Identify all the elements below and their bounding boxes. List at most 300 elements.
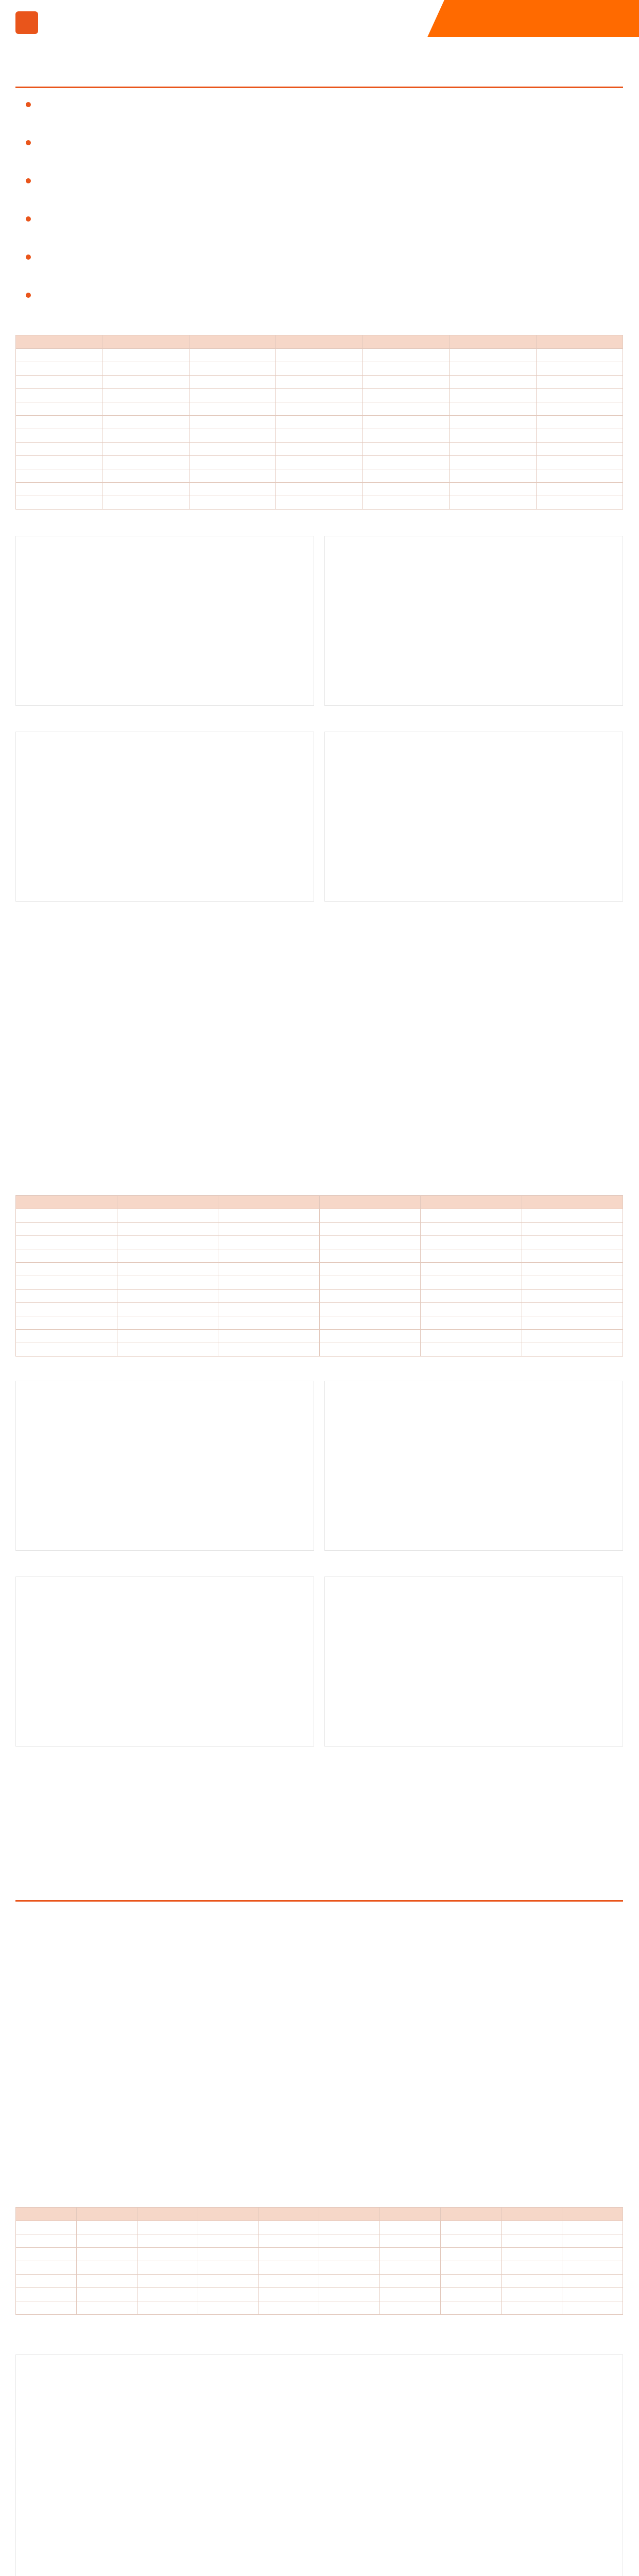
table-cell — [16, 1316, 117, 1330]
table-row — [16, 376, 623, 389]
table-cell — [362, 496, 449, 510]
table-cell — [102, 376, 189, 389]
table-cell — [76, 2234, 137, 2248]
table-cell — [102, 496, 189, 510]
column-header — [441, 2208, 502, 2221]
table-cell — [319, 1343, 421, 1357]
table-cell — [319, 1276, 421, 1290]
table-cell — [16, 402, 102, 416]
column-header — [362, 335, 449, 349]
table-cell — [16, 1236, 117, 1249]
section-number — [15, 1875, 41, 1901]
commentary-paragraph — [15, 1973, 623, 2010]
column-header — [421, 1196, 522, 1209]
table-row — [16, 1249, 623, 1263]
table-cell — [421, 1303, 522, 1316]
table-cell — [16, 1303, 117, 1316]
table-cell — [16, 2288, 77, 2301]
table-cell — [380, 2234, 441, 2248]
bullet-paragraph — [36, 212, 613, 249]
table-cell — [362, 469, 449, 483]
bullet-paragraph — [36, 98, 613, 135]
bullet-dot — [26, 255, 31, 260]
commentary-paragraph — [15, 1932, 623, 1969]
table-cell — [319, 2234, 380, 2248]
table-cell — [502, 2275, 562, 2288]
table-cell — [258, 2288, 319, 2301]
chart-label — [15, 520, 88, 534]
column-header — [117, 1196, 218, 1209]
table-cell — [276, 389, 362, 402]
chart-panel — [324, 732, 623, 902]
table-cell — [502, 2261, 562, 2275]
table-cell — [421, 1249, 522, 1263]
chart-panel — [15, 2354, 623, 2576]
chart-panel — [324, 1381, 623, 1551]
table-cell — [76, 2275, 137, 2288]
table-row — [16, 362, 623, 376]
column-header — [198, 2208, 258, 2221]
table-cell — [450, 469, 536, 483]
table-cell — [441, 2221, 502, 2234]
table-cell — [16, 2234, 77, 2248]
table-cell — [258, 2261, 319, 2275]
table-cell — [319, 2288, 380, 2301]
table-cell — [450, 349, 536, 362]
brand-slogan — [43, 29, 208, 39]
table-cell — [258, 2221, 319, 2234]
table-cell — [16, 1249, 117, 1263]
table-cell — [76, 2221, 137, 2234]
table-cell — [536, 443, 623, 456]
table-cell — [198, 2288, 258, 2301]
table-cell — [218, 1236, 320, 1249]
table-cell — [137, 2234, 198, 2248]
table-cell — [117, 1316, 218, 1330]
table-cell — [522, 1343, 623, 1357]
table-row — [16, 389, 623, 402]
bullet-paragraph — [36, 174, 613, 211]
table-cell — [522, 1249, 623, 1263]
table-cell — [189, 496, 275, 510]
news-headline — [15, 1911, 623, 1927]
table-cell — [276, 349, 362, 362]
table-cell — [16, 2261, 77, 2275]
table-row — [16, 2275, 623, 2288]
table-cell — [536, 483, 623, 496]
table-cell — [16, 349, 102, 362]
column-header — [76, 2208, 137, 2221]
table-cell — [16, 1276, 117, 1290]
table-cell — [362, 402, 449, 416]
table-cell — [380, 2221, 441, 2234]
chart-label — [324, 1561, 396, 1574]
table-cell — [319, 1290, 421, 1303]
bullet-paragraph — [36, 136, 613, 173]
table-cell — [76, 2261, 137, 2275]
table-cell — [522, 1223, 623, 1236]
table-row — [16, 1343, 623, 1357]
table-cell — [522, 1290, 623, 1303]
table-cell — [380, 2288, 441, 2301]
table-cell — [319, 2275, 380, 2288]
chart-label — [15, 1561, 88, 1574]
table-cell — [218, 1209, 320, 1223]
table-cell — [319, 1223, 421, 1236]
table-cell — [258, 2248, 319, 2261]
table-cell — [218, 1290, 320, 1303]
table-cell — [536, 416, 623, 429]
chart-label — [324, 716, 396, 730]
table-cell — [362, 483, 449, 496]
table-cell — [189, 483, 275, 496]
table-cell — [441, 2234, 502, 2248]
table-cell — [258, 2301, 319, 2315]
table-cell — [102, 402, 189, 416]
table-cell — [421, 1236, 522, 1249]
table-cell — [16, 2301, 77, 2315]
table-row — [16, 1276, 623, 1290]
table-cell — [102, 349, 189, 362]
table-cell — [258, 2275, 319, 2288]
table-cell — [16, 2248, 77, 2261]
table-cell — [102, 429, 189, 443]
table-cell — [117, 1330, 218, 1343]
table-cell — [562, 2234, 623, 2248]
table-cell — [218, 1303, 320, 1316]
table-cell — [276, 362, 362, 376]
table-cell — [502, 2234, 562, 2248]
table-cell — [536, 349, 623, 362]
table-cell — [198, 2234, 258, 2248]
table-cell — [441, 2248, 502, 2261]
table-cell — [189, 402, 275, 416]
bullet-dot — [26, 102, 31, 107]
table-cell — [441, 2288, 502, 2301]
table-row — [16, 2261, 623, 2275]
table-row — [16, 416, 623, 429]
table-row — [16, 1263, 623, 1276]
section-title — [46, 1880, 180, 1896]
table-cell — [536, 402, 623, 416]
table-cell — [102, 416, 189, 429]
table-cell — [102, 362, 189, 376]
table-cell — [16, 2221, 77, 2234]
table-cell — [522, 1276, 623, 1290]
table-cell — [441, 2301, 502, 2315]
table-cell — [276, 429, 362, 443]
column-header — [536, 335, 623, 349]
table-cell — [536, 456, 623, 469]
block-label — [15, 2190, 88, 2203]
table-cell — [536, 496, 623, 510]
table-cell — [16, 456, 102, 469]
table-cell — [380, 2301, 441, 2315]
table-cell — [450, 402, 536, 416]
table-cell — [218, 1263, 320, 1276]
table-cell — [102, 483, 189, 496]
table-cell — [117, 1303, 218, 1316]
table-cell — [137, 2261, 198, 2275]
commentary-paragraph — [15, 2056, 623, 2093]
table-cell — [137, 2288, 198, 2301]
table-row — [16, 1209, 623, 1223]
table-header-row — [16, 335, 623, 349]
table-cell — [319, 1263, 421, 1276]
column-header — [319, 2208, 380, 2221]
section-divider — [15, 1900, 623, 1902]
table-cell — [362, 429, 449, 443]
table-cell — [421, 1263, 522, 1276]
table-row — [16, 2221, 623, 2234]
table-cell — [380, 2275, 441, 2288]
table-cell — [218, 1249, 320, 1263]
table-row — [16, 2288, 623, 2301]
table-cell — [137, 2275, 198, 2288]
table-cell — [536, 389, 623, 402]
table-cell — [258, 2234, 319, 2248]
table-cell — [450, 416, 536, 429]
chart-panel — [324, 1577, 623, 1747]
column-header — [380, 2208, 441, 2221]
table-row — [16, 443, 623, 456]
table-cell — [562, 2275, 623, 2288]
table-cell — [362, 389, 449, 402]
report-title — [453, 5, 623, 32]
table-cell — [522, 1303, 623, 1316]
table-cell — [562, 2261, 623, 2275]
chart-title — [15, 2339, 623, 2352]
table-cell — [16, 469, 102, 483]
table-cell — [117, 1223, 218, 1236]
table-cell — [562, 2288, 623, 2301]
table-cell — [189, 416, 275, 429]
table-cell — [189, 429, 275, 443]
table-cell — [421, 1223, 522, 1236]
table-cell — [319, 2261, 380, 2275]
table-cell — [117, 1249, 218, 1263]
table-cell — [218, 1330, 320, 1343]
bullet-dot — [26, 216, 31, 222]
table-cell — [117, 1209, 218, 1223]
table-cell — [102, 456, 189, 469]
commentary-paragraph — [15, 2014, 623, 2052]
table-cell — [16, 1343, 117, 1357]
chart-panel — [324, 536, 623, 706]
column-header — [189, 335, 275, 349]
table-cell — [536, 429, 623, 443]
table-cell — [421, 1290, 522, 1303]
quote-table-2 — [15, 1195, 623, 1357]
bullet-dot — [26, 293, 31, 298]
table-cell — [117, 1290, 218, 1303]
table-cell — [502, 2248, 562, 2261]
table-cell — [102, 389, 189, 402]
table-cell — [522, 1316, 623, 1330]
chart-panel — [15, 1381, 314, 1551]
table-cell — [16, 1290, 117, 1303]
report-header — [0, 0, 639, 52]
table-cell — [189, 389, 275, 402]
table-cell — [102, 443, 189, 456]
column-header — [562, 2208, 623, 2221]
table-cell — [421, 1209, 522, 1223]
table-cell — [319, 1316, 421, 1330]
chart-label — [324, 1365, 396, 1379]
bullet-dot — [26, 140, 31, 145]
table-cell — [536, 362, 623, 376]
table-cell — [16, 483, 102, 496]
table-cell — [218, 1316, 320, 1330]
table-header-row — [16, 2208, 623, 2221]
table-cell — [16, 389, 102, 402]
table-cell — [362, 349, 449, 362]
table-cell — [450, 496, 536, 510]
table-cell — [16, 1330, 117, 1343]
column-header — [102, 335, 189, 349]
table-cell — [319, 2301, 380, 2315]
table-cell — [76, 2248, 137, 2261]
table-row — [16, 496, 623, 510]
table-cell — [117, 1276, 218, 1290]
table-cell — [117, 1343, 218, 1357]
bullet-paragraph — [36, 250, 613, 287]
price-table — [15, 2207, 623, 2315]
table-row — [16, 1290, 623, 1303]
table-row — [16, 1330, 623, 1343]
table-row — [16, 1303, 623, 1316]
table-cell — [189, 443, 275, 456]
chart-label — [324, 520, 396, 534]
table-row — [16, 456, 623, 469]
table-cell — [16, 416, 102, 429]
table-cell — [276, 483, 362, 496]
table-cell — [117, 1263, 218, 1276]
table-cell — [536, 469, 623, 483]
table-cell — [137, 2248, 198, 2261]
table-cell — [189, 349, 275, 362]
table-row — [16, 1236, 623, 1249]
brand-name — [43, 11, 177, 27]
bullet-dot — [26, 178, 31, 183]
table-row — [16, 2234, 623, 2248]
table-cell — [362, 362, 449, 376]
table-cell — [276, 443, 362, 456]
column-header — [258, 2208, 319, 2221]
table-cell — [380, 2261, 441, 2275]
table-row — [16, 349, 623, 362]
brand-logo — [15, 11, 38, 34]
commentary-paragraph — [15, 2097, 623, 2134]
chart-panel — [15, 1577, 314, 1747]
table-cell — [522, 1209, 623, 1223]
table-header-row — [16, 1196, 623, 1209]
table-row — [16, 483, 623, 496]
table-cell — [562, 2248, 623, 2261]
column-header — [16, 335, 102, 349]
section-number — [15, 62, 41, 88]
table-cell — [16, 362, 102, 376]
column-header — [137, 2208, 198, 2221]
commentary-paragraph — [15, 2138, 623, 2175]
column-header — [16, 1196, 117, 1209]
table-cell — [421, 1330, 522, 1343]
table-cell — [362, 456, 449, 469]
table-cell — [218, 1343, 320, 1357]
table-row — [16, 2301, 623, 2315]
table-cell — [450, 389, 536, 402]
table-cell — [319, 2221, 380, 2234]
table-cell — [421, 1276, 522, 1290]
table-cell — [441, 2261, 502, 2275]
table-row — [16, 1223, 623, 1236]
table-cell — [276, 416, 362, 429]
table-cell — [16, 376, 102, 389]
table-cell — [319, 1249, 421, 1263]
quote-table-1 — [15, 335, 623, 510]
table-cell — [189, 469, 275, 483]
table-cell — [76, 2301, 137, 2315]
table-cell — [16, 429, 102, 443]
table-cell — [198, 2301, 258, 2315]
table-cell — [16, 1209, 117, 1223]
column-header — [276, 335, 362, 349]
table-cell — [536, 376, 623, 389]
table-cell — [137, 2301, 198, 2315]
table-cell — [421, 1343, 522, 1357]
table-cell — [319, 1330, 421, 1343]
table-cell — [562, 2301, 623, 2315]
chart-label — [15, 716, 88, 730]
table-cell — [502, 2221, 562, 2234]
table-cell — [76, 2288, 137, 2301]
table-cell — [276, 376, 362, 389]
table-cell — [276, 456, 362, 469]
column-header — [502, 2208, 562, 2221]
table-row — [16, 429, 623, 443]
table-cell — [189, 376, 275, 389]
table-row — [16, 2248, 623, 2261]
table-cell — [16, 2275, 77, 2288]
table-cell — [319, 1236, 421, 1249]
table-cell — [16, 496, 102, 510]
table-cell — [450, 443, 536, 456]
table-row — [16, 1316, 623, 1330]
table-cell — [102, 469, 189, 483]
table-cell — [441, 2275, 502, 2288]
table-cell — [380, 2248, 441, 2261]
table-cell — [189, 456, 275, 469]
table-cell — [276, 402, 362, 416]
table-cell — [362, 416, 449, 429]
table-cell — [218, 1276, 320, 1290]
table-cell — [450, 376, 536, 389]
report-date — [463, 40, 618, 49]
table-cell — [319, 2248, 380, 2261]
table-cell — [319, 1209, 421, 1223]
table-cell — [16, 443, 102, 456]
table-cell — [502, 2301, 562, 2315]
table-cell — [16, 1223, 117, 1236]
table-cell — [522, 1236, 623, 1249]
table-cell — [502, 2288, 562, 2301]
table-row — [16, 469, 623, 483]
table-cell — [198, 2275, 258, 2288]
table-cell — [522, 1330, 623, 1343]
section-divider — [15, 87, 623, 88]
table-cell — [319, 1303, 421, 1316]
table-cell — [117, 1236, 218, 1249]
